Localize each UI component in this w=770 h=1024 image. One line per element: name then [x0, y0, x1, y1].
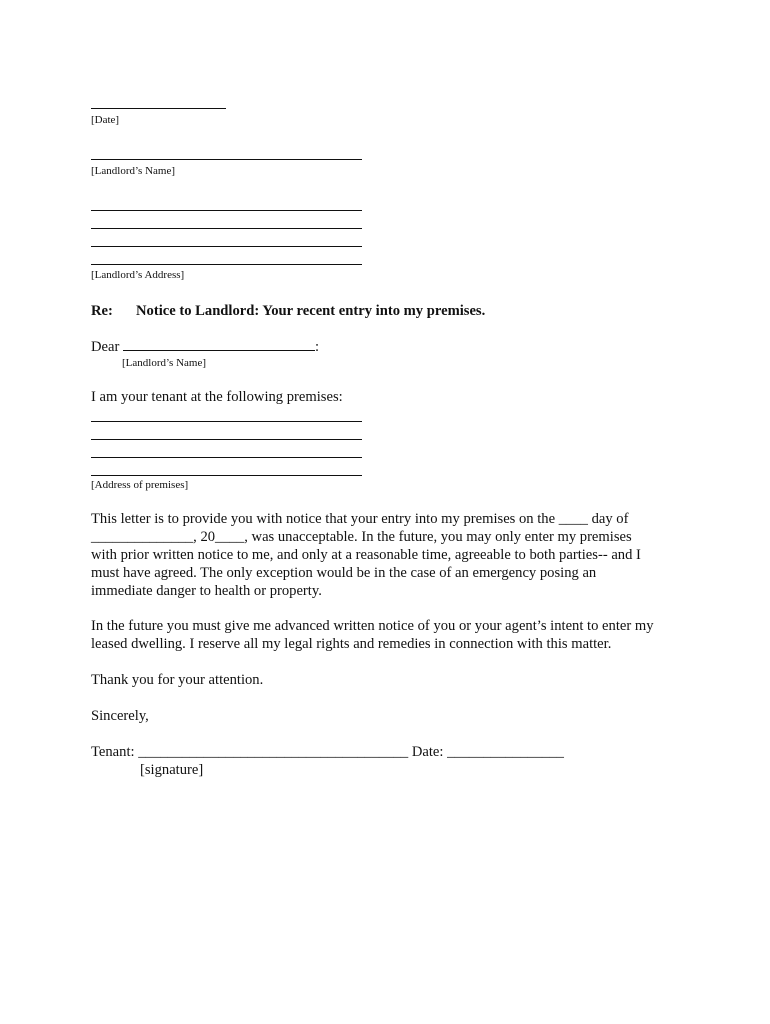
future-notice-line-1: In the future you must give me advanced written notice of you or your agent’s intent to enter my — [91, 618, 654, 634]
salutation-word: Dear — [91, 339, 120, 355]
landlord-name-blank-line[interactable] — [91, 159, 362, 160]
landlord-address-line-4[interactable] — [91, 264, 362, 265]
tenant-label: Tenant: — [91, 744, 135, 760]
tenant-intro: I am your tenant at the following premises: — [91, 389, 343, 405]
notice-line-4: must have agreed. The only exception would be in the case of an emergency posing an — [91, 565, 597, 581]
landlord-address-caption: [Landlord’s Address] — [91, 269, 185, 281]
re-prefix: Re: — [91, 303, 113, 319]
date-blank-line[interactable] — [91, 108, 226, 109]
premises-address-line-4[interactable] — [91, 475, 362, 476]
notice-line-2: ______________, 20____, was unacceptable. In the future, you may only enter my premises — [91, 529, 632, 545]
premises-address-caption: [Address of premises] — [91, 479, 189, 491]
premises-address-line-3[interactable] — [91, 457, 362, 458]
notice-paragraph — [91, 510, 691, 600]
date-label: Date: — [411, 744, 444, 760]
signature-caption: [signature] — [140, 762, 204, 778]
future-notice-paragraph — [91, 617, 691, 653]
future-notice-line-2: leased dwelling. I reserve all my legal rights and remedies in connection with this matter. — [91, 636, 612, 652]
landlord-address-line-3[interactable] — [91, 246, 362, 247]
date-blank[interactable]: ________________ — [447, 744, 564, 760]
landlord-name-caption: [Landlord’s Name] — [91, 165, 175, 177]
sincerely-line: Sincerely, — [91, 708, 149, 724]
date-caption: [Date] — [91, 114, 120, 126]
salutation-name-blank[interactable] — [123, 337, 315, 351]
salutation-caption: [Landlord’s Name] — [122, 357, 206, 369]
signature-row — [91, 743, 564, 761]
notice-line-1: This letter is to provide you with notice that your entry into my premises on the ____ day of — [91, 511, 629, 527]
notice-line-5: immediate danger to health or property. — [91, 583, 322, 599]
re-subject: Notice to Landlord: Your recent entry into my premises. — [136, 303, 486, 319]
premises-address-line-1[interactable] — [91, 421, 362, 422]
tenant-signature-blank[interactable]: _____________________________________ — [138, 744, 409, 760]
premises-address-line-2[interactable] — [91, 439, 362, 440]
landlord-address-line-1[interactable] — [91, 210, 362, 211]
thanks-line: Thank you for your attention. — [91, 672, 264, 688]
landlord-address-line-2[interactable] — [91, 228, 362, 229]
salutation-line — [91, 337, 319, 356]
notice-line-3: with prior written notice to me, and only at a reasonable time, agreeable to both parties-- and I — [91, 547, 641, 563]
salutation-colon: : — [315, 339, 320, 355]
